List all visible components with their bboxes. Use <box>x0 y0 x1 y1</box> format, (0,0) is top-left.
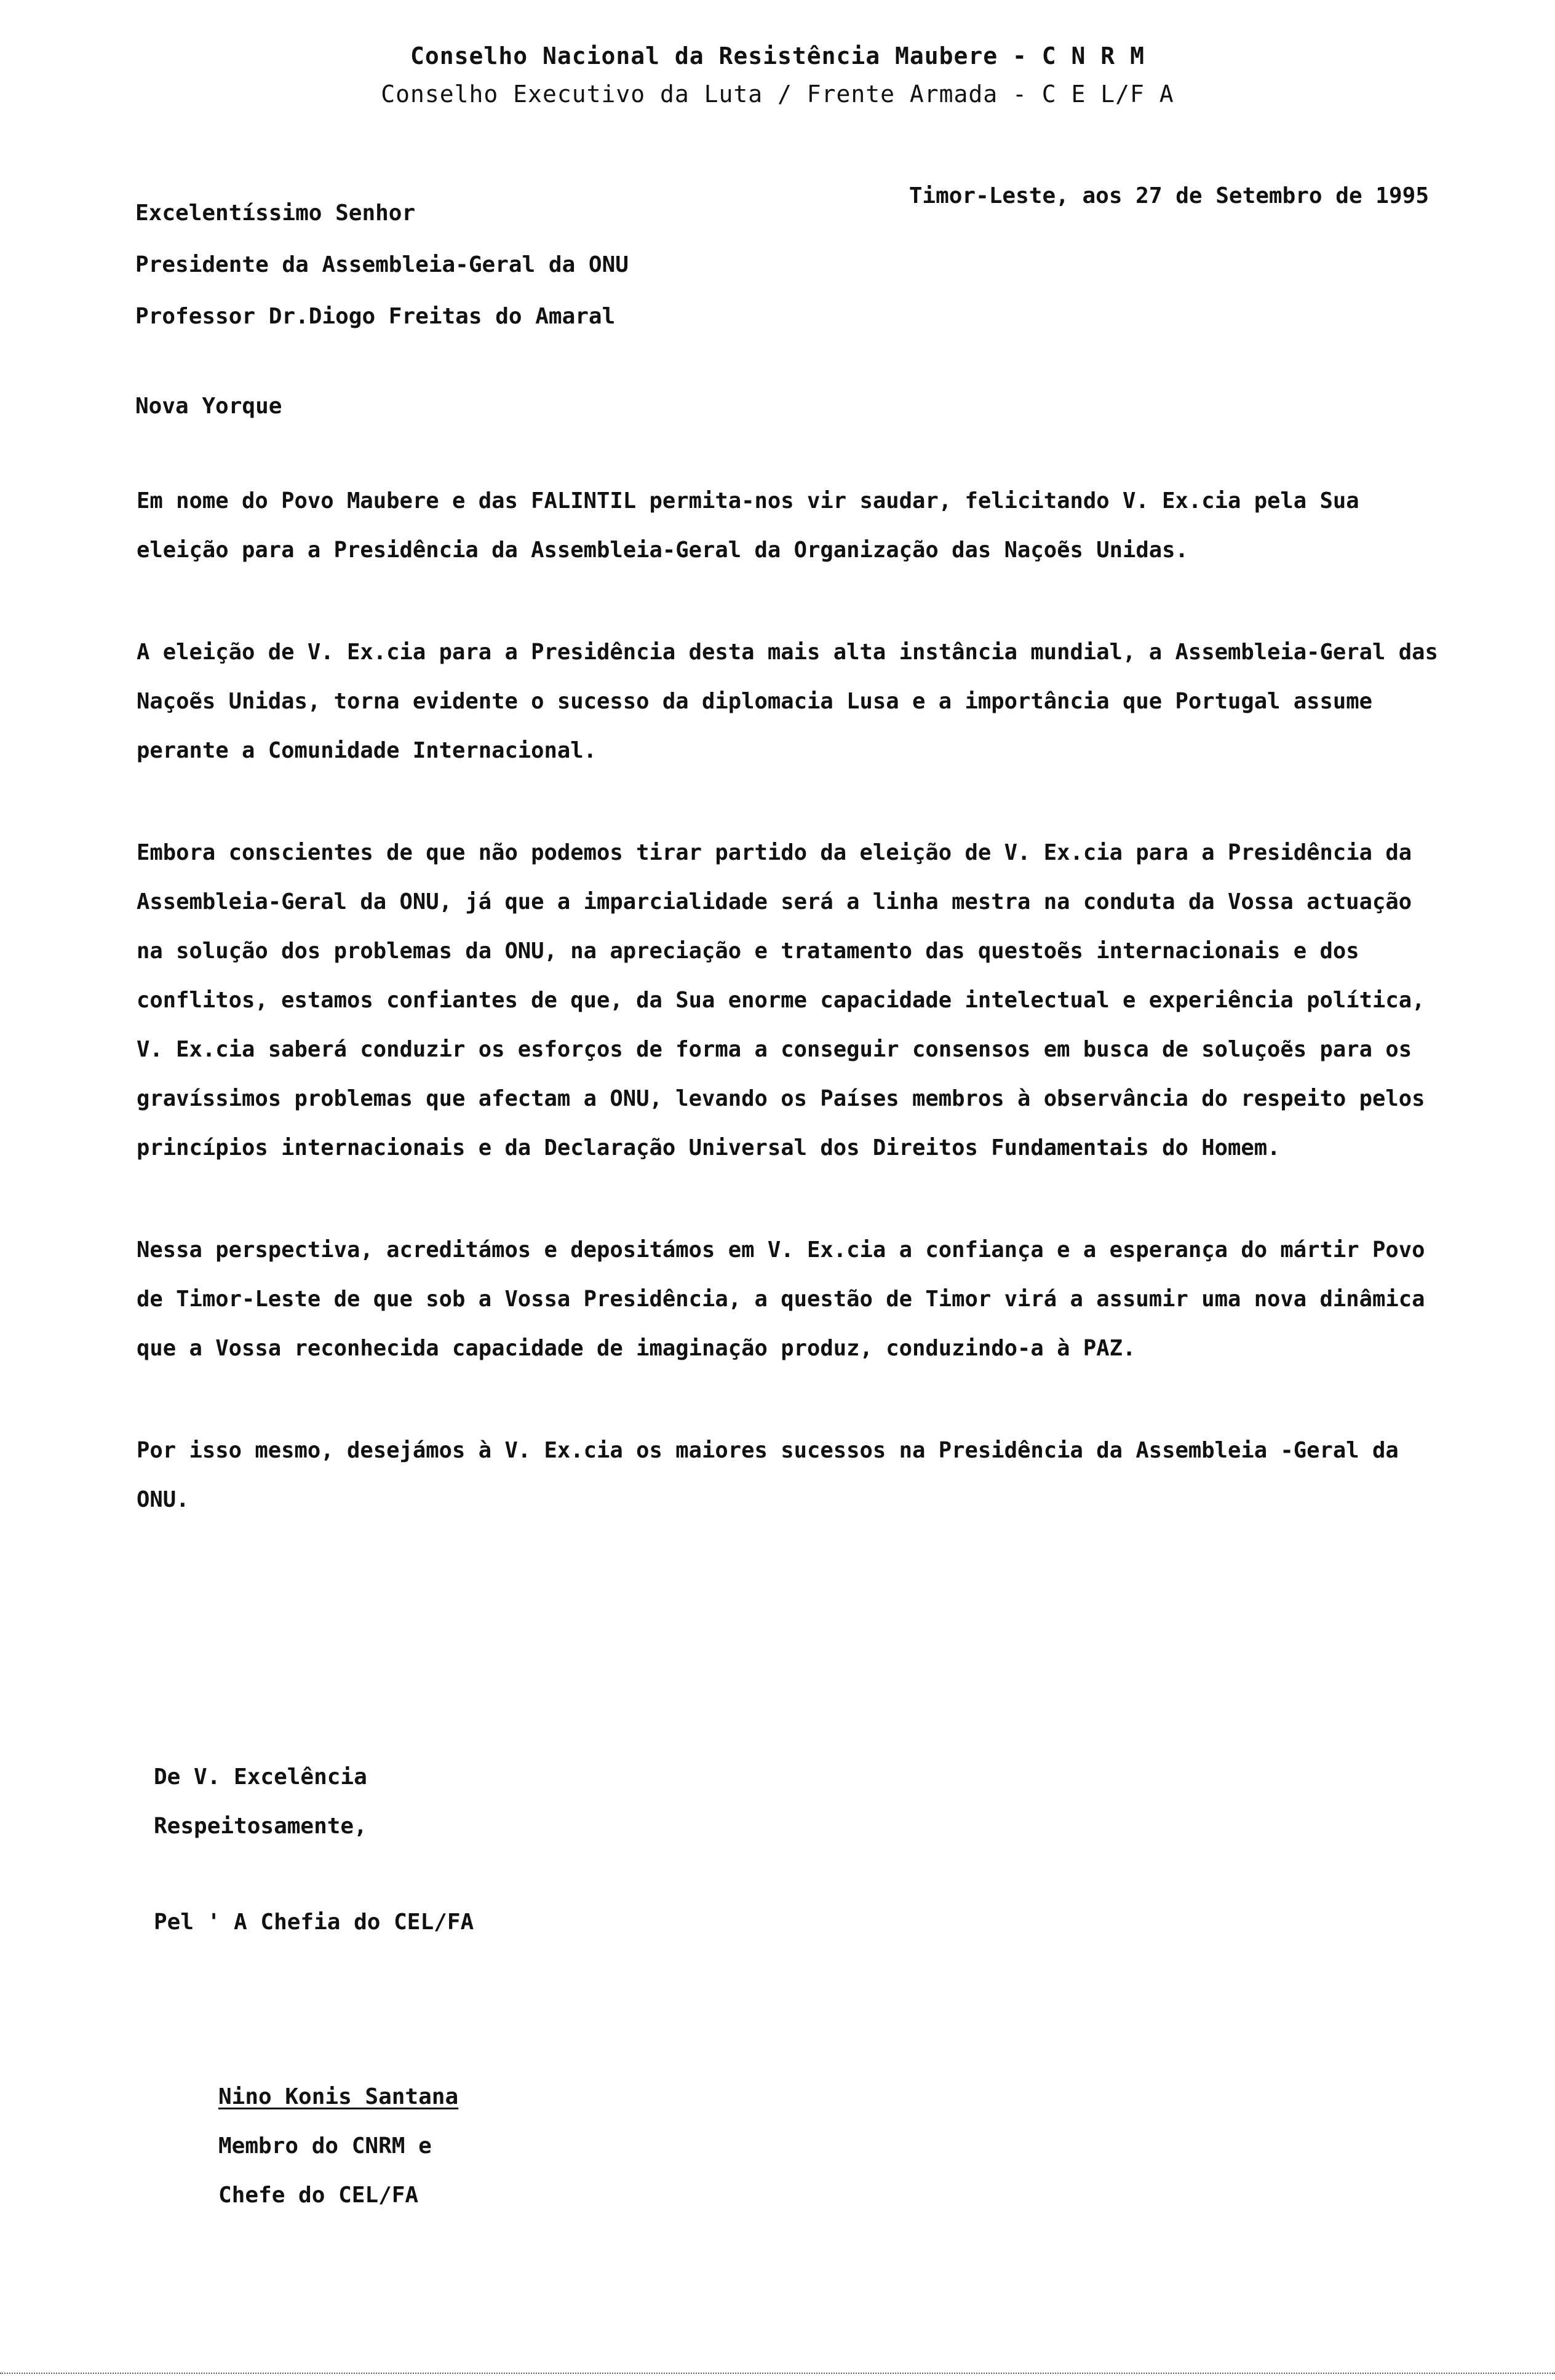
signatory-role: Chefe do CEL/FA <box>218 2183 419 2208</box>
sign-on-behalf: Pel ' A Chefia do CEL/FA <box>154 1910 474 1935</box>
signatory-role: Membro do CNRM e <box>218 2133 432 2159</box>
paragraph: Por isso mesmo, desejámos à V. Ex.cia os maiores sucessos na Presidência da Assembleia -Geral da ONU. <box>137 1438 1399 1512</box>
addressee-title: Presidente da Assembleia-Geral da ONU <box>135 252 629 277</box>
closing-block <box>154 1753 367 1851</box>
letterhead-organization: Conselho Nacional da Resistência Maubere - C N R M <box>410 42 1145 69</box>
destination-city: Nova Yorque <box>135 394 282 419</box>
paragraph: A eleição de V. Ex.cia para a Presidência desta mais alta instância mundial, a Assembleia-Geral das Naçoẽs Unidas, torna evidente o sucesso da diplomacia Lusa e a importância que Portugal assume perante a Comunidade Internacional. <box>137 640 1438 763</box>
closing-line: De V. Excelência <box>154 1764 367 1790</box>
addressee-block <box>135 188 629 343</box>
addressee-salutation: Excelentíssimo Senhor <box>135 200 416 226</box>
letter-body <box>137 477 1447 1577</box>
closing-line: Respeitosamente, <box>154 1814 367 1839</box>
page-bottom-edge <box>0 2373 1555 2375</box>
addressee-name: Professor Dr.Diogo Freitas do Amaral <box>135 304 616 329</box>
paragraph: Em nome do Povo Maubere e das FALINTIL permita-nos vir saudar, felicitando V. Ex.cia pela Sua eleição para a Presidência da Assembleia-Geral da Organização das Naçoẽs Unidas. <box>137 488 1359 563</box>
letterhead-executive: Conselho Executivo da Luta / Frente Armada - C E L/F A <box>381 81 1174 108</box>
place-and-date: Timor-Leste, aos 27 de Setembro de 1995 <box>909 183 1429 208</box>
signature-block <box>218 2073 458 2220</box>
letterhead <box>0 37 1555 113</box>
signatory-name: Nino Konis Santana <box>218 2084 459 2109</box>
paragraph: Nessa perspectiva, acreditámos e depositámos em V. Ex.cia a confiança e a esperança do mártir Povo de Timor-Leste de que sob a Vossa Presidência, a questão de Timor virá a assumir uma nova dinâmica que a Vossa reconhecida capacidade de imaginação produz, conduzindo-a à PAZ. <box>137 1237 1425 1361</box>
paragraph: Embora conscientes de que não podemos tirar partido da eleição de V. Ex.cia para a Presidência da Assembleia-Geral da ONU, já que a imparcialidade será a linha mestra na conduta da Vossa actuação na solução dos problemas da ONU, na apreciação e tratamento das questoẽs internacionais e dos conflitos, estamos confiantes de que, da Sua enorme capacidade intelectual e experiência política, V. Ex.cia saberá conduzir os esforços de forma a conseguir consensos em busca de soluçoẽs para os gravíssimos problemas que afectam a ONU, levando os Países membros à observância do respeito pelos princípios internacionais e da Declaração Universal dos Direitos Fundamentais do Homem. <box>137 840 1425 1160</box>
